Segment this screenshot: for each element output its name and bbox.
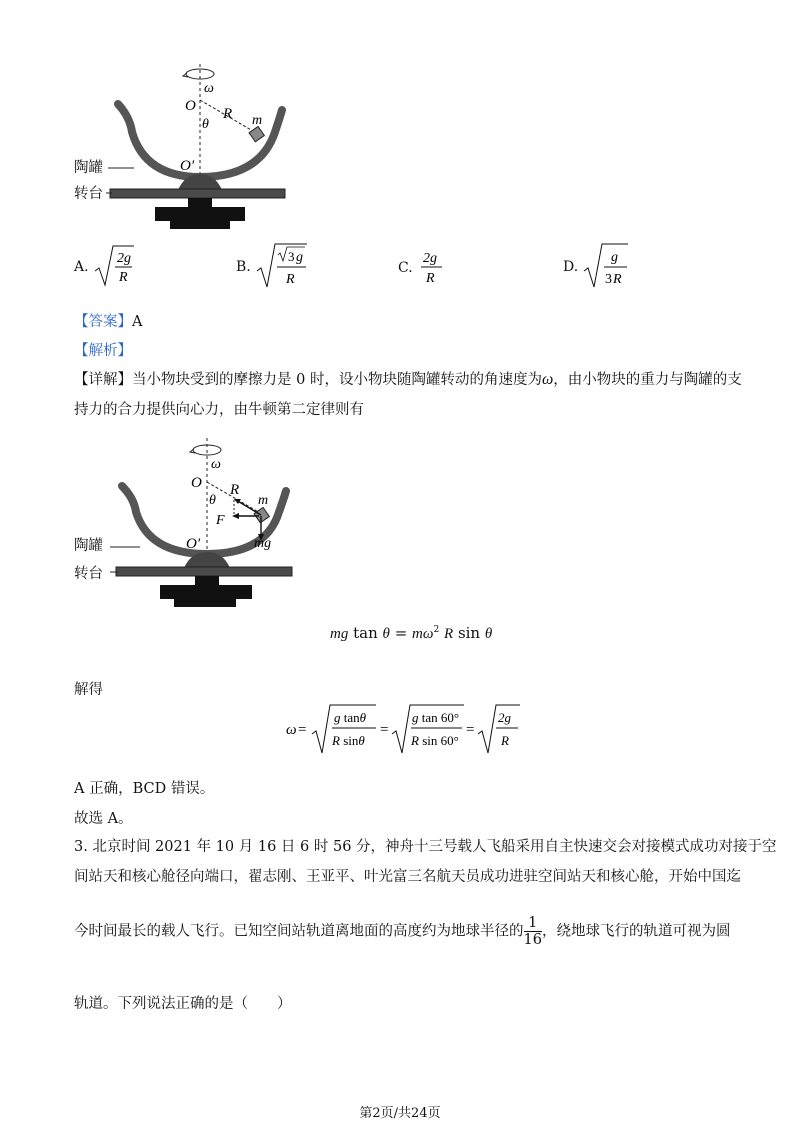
label-mg: mg — [254, 536, 272, 551]
question-3-line-2: 间站天和核心舱径向端口，翟志刚、王亚平、叶光富三名航天员成功进驻空间站天和核心舱，开始中国迄 — [74, 869, 741, 885]
answer-line — [74, 312, 142, 332]
solve-label: 解得 — [74, 682, 103, 698]
option-b-expr — [256, 243, 308, 293]
svg-text:=: = — [298, 722, 307, 738]
label-O-prime: O′ — [186, 536, 201, 552]
conclusion-2: 故选 A。 — [74, 811, 133, 827]
option-b-letter: B. — [236, 259, 251, 275]
detail-line-2: 持力的合力提供向心力，由牛顿第二定律则有 — [74, 402, 364, 418]
turntable-plate — [110, 189, 285, 198]
label-R: R — [230, 482, 240, 498]
figure-2-force-diagram — [74, 436, 304, 608]
svg-text:R sin 60°: R sin 60° — [411, 733, 459, 748]
option-c-letter: C. — [398, 260, 413, 276]
label-m: m — [252, 113, 263, 128]
svg-text:2g: 2g — [423, 251, 437, 266]
question-3-line-1: 3. 北京时间 2021 年 10 月 16 日 6 时 56 分，神舟十三号载人飞船采用自主快速交会对接模式成功对接于空 — [74, 839, 777, 855]
analysis-tag: 【解析】 — [74, 343, 132, 359]
label-omega: ω — [204, 81, 214, 96]
figure-1-jar-label: 陶罐 — [74, 160, 103, 176]
svg-text:g: g — [611, 250, 618, 265]
svg-text:g: g — [296, 250, 303, 265]
question-3-line-4: 轨道。下列说法正确的是（ ） — [74, 996, 292, 1012]
label-theta: θ — [202, 117, 209, 132]
question-3-number: 3. — [74, 839, 88, 855]
svg-text:=: = — [380, 722, 389, 738]
figure-1-rotating-jar — [70, 62, 300, 232]
answer-value: A — [132, 314, 143, 330]
label-m: m — [258, 493, 269, 508]
option-d-expr — [583, 243, 629, 293]
svg-text:3: 3 — [288, 249, 295, 264]
figure-1-turntable-label: 转台 — [74, 186, 103, 202]
figure-2-jar-label: 陶罐 — [74, 538, 103, 554]
svg-text:R sinθ: R sinθ — [332, 733, 365, 748]
block-m — [249, 126, 264, 141]
detail-line-1: 【详解】当小物块受到的摩擦力是 0 时，设小物块随陶罐转动的角速度为ω，由小物块的重力与陶罐的支 — [74, 371, 742, 388]
figure-2-turntable-label: 转台 — [74, 566, 103, 582]
svg-text:g tanθ: g tanθ — [334, 710, 367, 725]
svg-text:2g: 2g — [498, 710, 511, 725]
question-3-line-3: 今时间最长的载人飞行。已知空间站轨道离地面的高度约为地球半径的 $\frac{1}{16}$ ，绕地球飞行的轨道可视为圆 — [74, 915, 731, 948]
svg-text:R: R — [119, 270, 128, 285]
svg-text:=: = — [466, 722, 475, 738]
svg-text:R: R — [426, 271, 435, 286]
svg-text:2g: 2g — [117, 251, 131, 266]
label-theta: θ — [209, 493, 216, 508]
equation-2 — [284, 700, 524, 758]
svg-text:3: 3 — [605, 272, 612, 287]
equation-1: mg $\tan \theta = m\omega^2$ R sin θ — [330, 624, 493, 642]
svg-text:R: R — [613, 272, 622, 287]
option-a-expr — [94, 245, 134, 291]
svg-text:g tan 60°: g tan 60° — [412, 710, 460, 725]
svg-text:R: R — [286, 272, 295, 287]
conclusion-1: A 正确，BCD 错误。 — [74, 781, 215, 797]
label-F: F — [216, 513, 225, 528]
svg-text:ω: ω — [286, 722, 297, 738]
option-c-expr — [420, 247, 448, 291]
answer-tag: 【答案】 — [74, 314, 132, 330]
turntable-plate — [116, 567, 292, 576]
label-omega: ω — [211, 457, 221, 472]
svg-text:R: R — [501, 733, 509, 748]
option-d-letter: D. — [563, 259, 579, 275]
option-a-letter: A. — [74, 259, 89, 275]
label-O-prime: O′ — [180, 158, 195, 174]
fraction-1-16: $\frac{1}{16}$ — [523, 915, 542, 948]
label-O: O — [191, 475, 202, 491]
detail-tag: 【详解】 — [74, 372, 132, 388]
label-R: R — [223, 106, 233, 122]
label-O: O — [185, 98, 196, 114]
page-footer: 第2页/共24页 — [359, 1106, 441, 1121]
